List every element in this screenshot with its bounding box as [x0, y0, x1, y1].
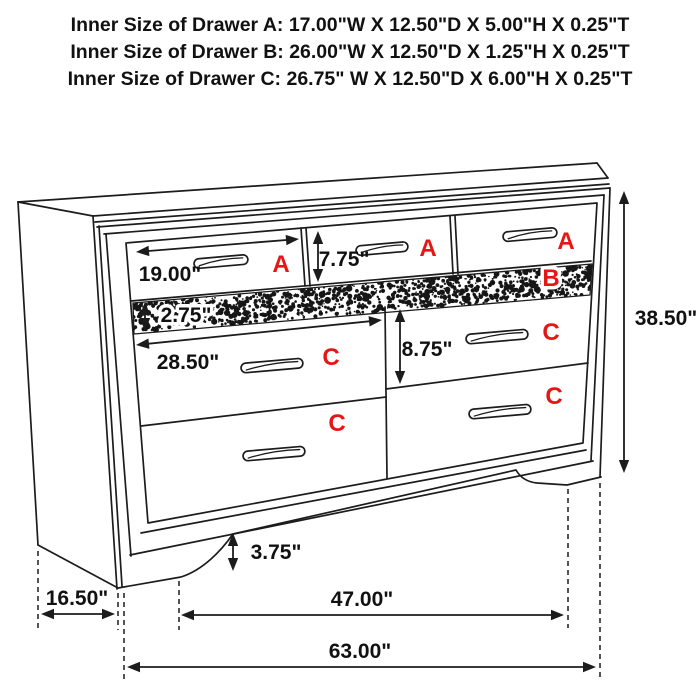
- dim-drawer-a-width: 19.00": [138, 263, 202, 286]
- dim-side-depth: 16.50": [45, 587, 109, 610]
- drawer-b-letter: B: [542, 265, 560, 292]
- dim-overall-width: 63.00": [328, 640, 392, 663]
- drawer-handles: [194, 227, 558, 461]
- dim-drawer-b-height: 2.75": [160, 304, 212, 327]
- dim-foot-height: 3.75": [250, 541, 302, 564]
- drawer-a1-letter: A: [272, 251, 290, 278]
- drawer-c-spec-line: Inner Size of Drawer C: 26.75" W X 12.50"D X 6.00"H X 0.25"T: [67, 68, 633, 90]
- dresser-linework: [18, 163, 610, 589]
- drawer-c-top-left-letter: C: [322, 344, 340, 371]
- drawer-c-bottom-left-letter: C: [328, 410, 346, 437]
- dim-front-leg-span: 47.00": [330, 588, 394, 611]
- drawer-a3-letter: A: [557, 228, 575, 255]
- dim-overall-height: 38.50": [634, 307, 698, 330]
- dim-drawer-c-width: 28.50": [156, 351, 220, 374]
- dim-drawer-a-height: 7.75": [318, 248, 370, 271]
- drawer-a-spec-line: Inner Size of Drawer A: 17.00"W X 12.50"D X 5.00"H X 0.25"T: [70, 14, 630, 36]
- dim-drawer-c-height: 8.75": [401, 338, 453, 361]
- drawer-b-spec-line: Inner Size of Drawer B: 26.00"W X 12.50"D X 1.25"H X 0.25"T: [70, 41, 630, 63]
- drawer-c-bottom-right-letter: C: [545, 383, 563, 410]
- drawer-a2-letter: A: [419, 235, 437, 262]
- drawer-c-top-right-letter: C: [542, 319, 560, 346]
